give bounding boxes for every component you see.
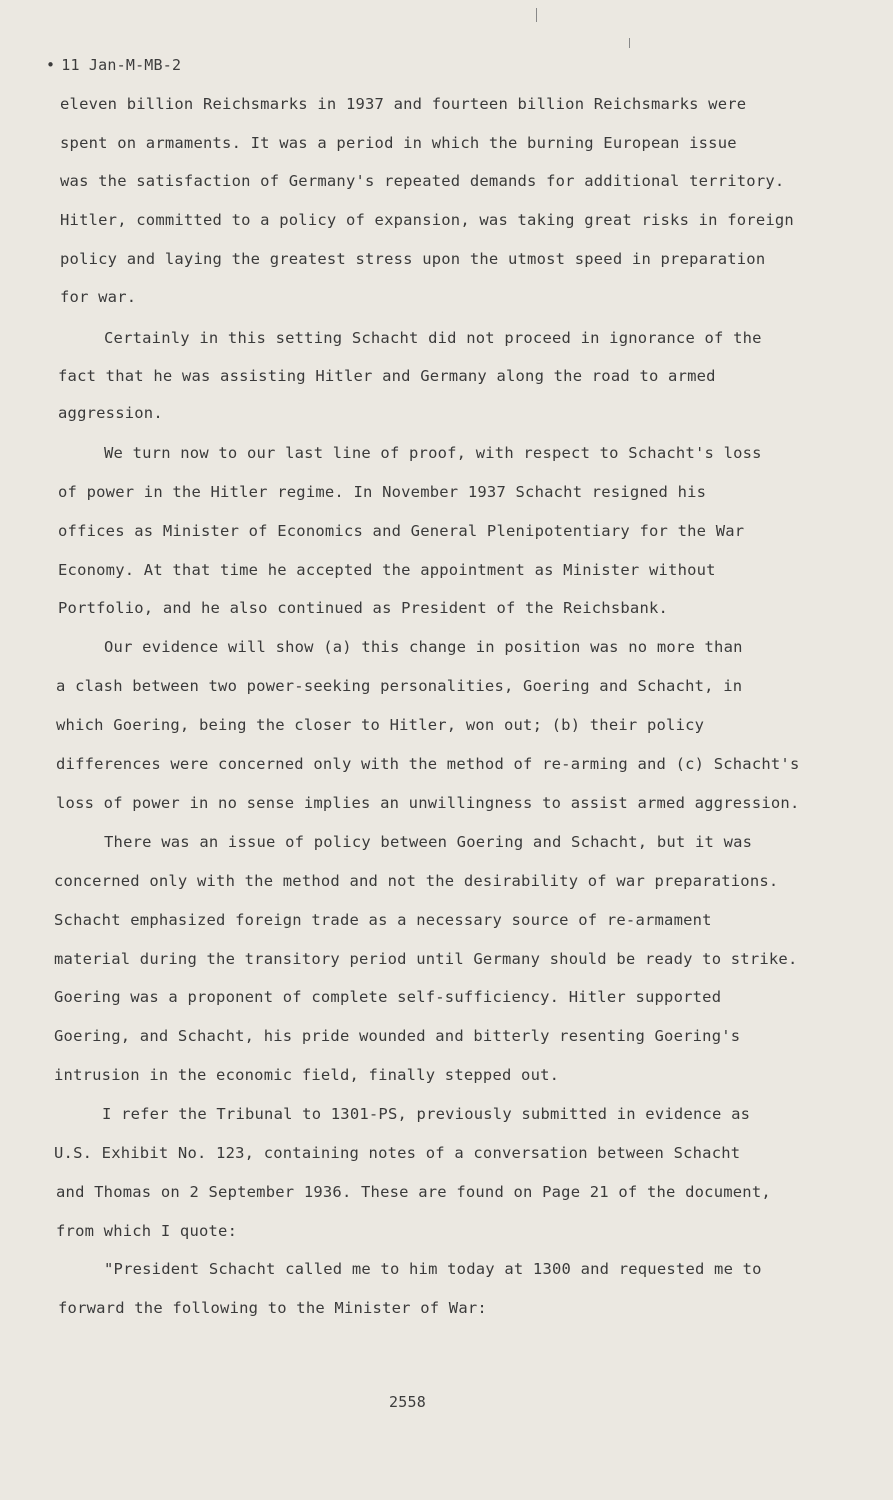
text-line: from which I quote: bbox=[56, 1222, 238, 1240]
text-line: policy and laying the greatest stress upon the utmost speed in preparation bbox=[60, 250, 766, 268]
text-line: was the satisfaction of Germany's repeated demands for additional territory. bbox=[60, 172, 785, 190]
text-line: "President Schacht called me to him today at 1300 and requested me to bbox=[104, 1260, 762, 1278]
margin-mark-top bbox=[536, 8, 537, 22]
text-line: spent on armaments. It was a period in which the burning European issue bbox=[60, 134, 737, 152]
header-reference: 11 Jan-M-MB-2 bbox=[61, 56, 182, 74]
text-line: of power in the Hitler regime. In November 1937 Schacht resigned his bbox=[58, 483, 707, 501]
text-line: Certainly in this setting Schacht did not proceed in ignorance of the bbox=[104, 329, 762, 347]
text-line: differences were concerned only with the method of re-arming and (c) Schacht's bbox=[56, 755, 800, 773]
text-line: a clash between two power-seeking personalities, Goering and Schacht, in bbox=[56, 677, 743, 695]
text-line: Goering, and Schacht, his pride wounded and bitterly resenting Goering's bbox=[54, 1027, 741, 1045]
text-line: intrusion in the economic field, finally stepped out. bbox=[54, 1066, 560, 1084]
text-line: Our evidence will show (a) this change in position was no more than bbox=[104, 638, 743, 656]
text-line: and Thomas on 2 September 1936. These are found on Page 21 of the document, bbox=[56, 1183, 771, 1201]
header-bullet: • bbox=[46, 56, 56, 74]
margin-mark-upper bbox=[629, 38, 630, 48]
text-line: We turn now to our last line of proof, with respect to Schacht's loss bbox=[104, 444, 762, 462]
text-line: offices as Minister of Economics and General Plenipotentiary for the War bbox=[58, 522, 745, 540]
text-line: I refer the Tribunal to 1301-PS, previously submitted in evidence as bbox=[102, 1105, 751, 1123]
text-line: concerned only with the method and not the desirability of war preparations. bbox=[54, 872, 779, 890]
text-line: forward the following to the Minister of War: bbox=[58, 1299, 487, 1317]
text-line: fact that he was assisting Hitler and Germany along the road to armed bbox=[58, 367, 716, 385]
text-line: Hitler, committed to a policy of expansion, was taking great risks in foreign bbox=[60, 211, 794, 229]
text-line: There was an issue of policy between Goering and Schacht, but it was bbox=[104, 833, 753, 851]
text-line: which Goering, being the closer to Hitler, won out; (b) their policy bbox=[56, 716, 705, 734]
text-line: eleven billion Reichsmarks in 1937 and fourteen billion Reichsmarks were bbox=[60, 95, 747, 113]
text-line: aggression. bbox=[58, 404, 163, 422]
text-line: Economy. At that time he accepted the appointment as Minister without bbox=[58, 561, 716, 579]
text-line: for war. bbox=[60, 288, 137, 306]
page-number: 2558 bbox=[389, 1393, 426, 1411]
text-line: U.S. Exhibit No. 123, containing notes of a conversation between Schacht bbox=[54, 1144, 741, 1162]
text-line: loss of power in no sense implies an unwillingness to assist armed aggression. bbox=[56, 794, 800, 812]
text-line: Portfolio, and he also continued as President of the Reichsbank. bbox=[58, 599, 669, 617]
text-line: material during the transitory period until Germany should be ready to strike. bbox=[54, 950, 798, 968]
text-line: Schacht emphasized foreign trade as a necessary source of re-armament bbox=[54, 911, 712, 929]
text-line: Goering was a proponent of complete self-sufficiency. Hitler supported bbox=[54, 988, 722, 1006]
document-header bbox=[46, 56, 181, 74]
